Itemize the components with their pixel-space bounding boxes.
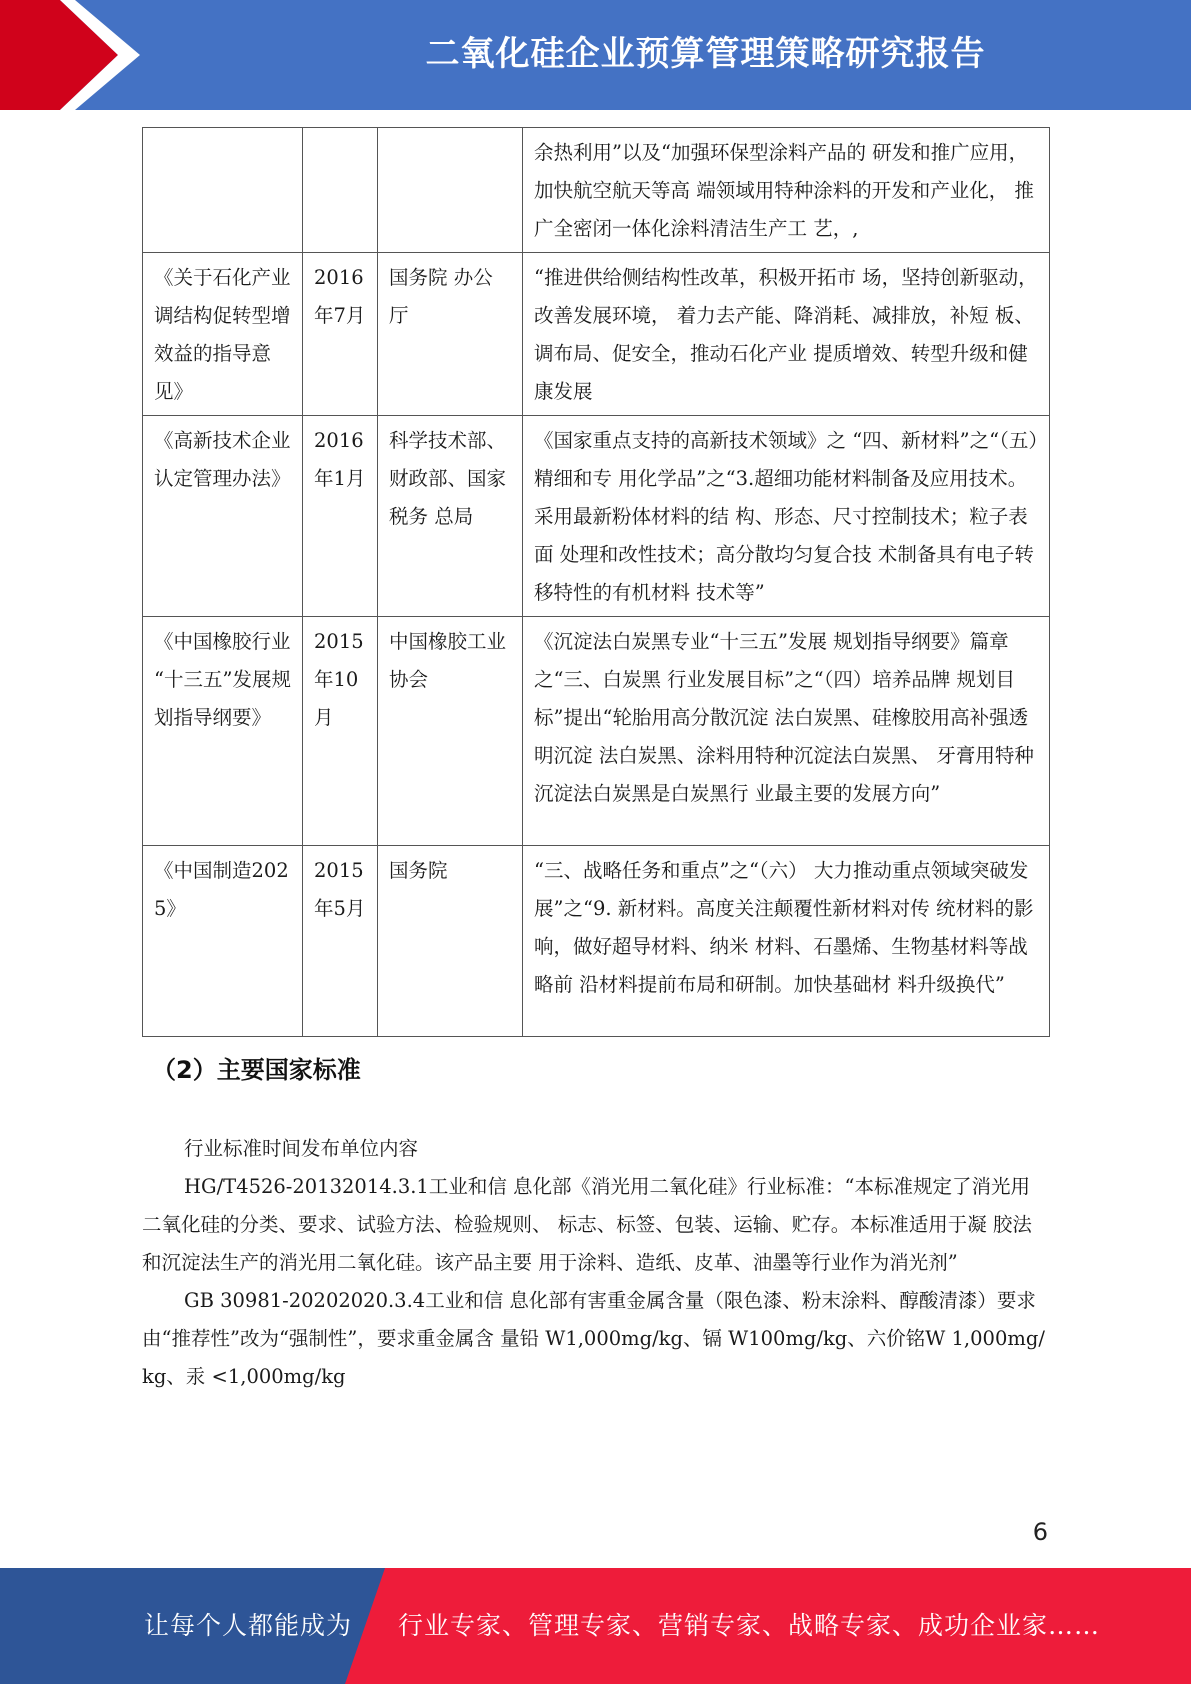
table-row bbox=[143, 416, 1050, 617]
policy-issuer-cell: 国务院 办公厅 bbox=[378, 253, 523, 416]
policy-issuer-cell: 国务院 bbox=[378, 846, 523, 1037]
policy-table bbox=[142, 127, 1050, 1037]
footer-banner bbox=[0, 1568, 1191, 1684]
standard-paragraph: GB 30981-20202020.3.4工业和信 息化部有害重金属含量（限色漆、粉末涂料、醇酸清漆）要求由“推荐性”改为“强制性”，要求重金属含 量铅 W1,000mg/kg、镉 W100mg/kg、六价铭W 1,000mg/kg、汞 <1,000mg/kg bbox=[142, 1289, 1045, 1388]
policy-issuer-cell: 科学技术部、 财政部、国家 税务 总局 bbox=[378, 416, 523, 617]
footer-slogan-right: 行业专家、管理专家、营销专家、战略专家、成功企业家…… bbox=[398, 1611, 1101, 1640]
page-number: 6 bbox=[1032, 1518, 1048, 1546]
policy-date-cell: 2015年5月 bbox=[303, 846, 378, 1037]
policy-name-cell: 《中国橡胶行业 “十三五”发展规划指导纲要》 bbox=[143, 617, 303, 846]
policy-name-cell bbox=[143, 128, 303, 253]
policy-issuer-cell: 中国橡胶工业 协会 bbox=[378, 617, 523, 846]
policy-content-cell: 余热利用”以及“加强环保型涂料产品的 研发和推广应用，加快航空航天等高 端领域用特种涂料的开发和产业化， 推广全密闭一体化涂料清洁生产工 艺，, bbox=[523, 128, 1050, 253]
policy-name-cell: 《高新技术企业 认定管理办法》 bbox=[143, 416, 303, 617]
policy-content-cell: 《沉淀法白炭黑专业“十三五”发展 规划指导纲要》篇章之“三、白炭黑 行业发展目标”之“（四）培养品牌 规划目标”提出“轮胎用高分散沉淀 法白炭黑、硅橡胶用高补强透明沉淀 法白炭黑、涂料用特种沉淀法白炭黑、 牙膏用特种沉淀法白炭黑是白炭黑行 业最主要的发展方向” bbox=[523, 617, 1050, 846]
header-banner bbox=[0, 0, 1191, 110]
policy-name-cell: 《中国制造2025》 bbox=[143, 846, 303, 1037]
table-row bbox=[143, 128, 1050, 253]
header-arrow-decoration bbox=[0, 0, 150, 110]
policy-date-cell: 2016年1月 bbox=[303, 416, 378, 617]
standards-text bbox=[142, 1130, 1047, 1396]
policy-name-cell: 《关于石化产业 调结构促转型增 效益的指导意见》 bbox=[143, 253, 303, 416]
policy-content-cell: 《国家重点支持的高新技术领域》之 “四、新材料”之“（五）精细和专 用化学品”之“3.超细功能材料制备及应用技术。采用最新粉体材料的结 构、形态、尺寸控制技术；粒子表面 处理和改性技术；高分散均匀复合技 术制备具有电子转移特性的有机材料 技术等” bbox=[523, 416, 1050, 617]
policy-date-cell bbox=[303, 128, 378, 253]
section-heading: （2）主要国家标准 bbox=[152, 1056, 361, 1084]
policy-date-cell: 2015年10月 bbox=[303, 617, 378, 846]
standard-paragraph: HG/T4526-20132014.3.1工业和信 息化部《消光用二氧化硅》行业标准：“本标准规定了消光用二氧化硅的分类、要求、试验方法、检验规则、 标志、标签、包装、运输、贮存。本标准适用于凝 胶法和沉淀法生产的消光用二氧化硅。该产品主要 用于涂料、造纸、皮革、油墨等行业作为消光剂” bbox=[142, 1175, 1032, 1274]
standards-header-line: 行业标准时间发布单位内容 bbox=[184, 1137, 419, 1160]
table-row bbox=[143, 617, 1050, 846]
table-row bbox=[143, 253, 1050, 416]
policy-issuer-cell bbox=[378, 128, 523, 253]
policy-content-cell: “推进供给侧结构性改革，积极开拓市 场，坚持创新驱动，改善发展环境， 着力去产能、降消耗、减排放，补短 板、调布局、促安全，推动石化产业 提质增效、转型升级和健康发展 bbox=[523, 253, 1050, 416]
policy-content-cell: “三、战略任务和重点”之“（六） 大力推动重点领域突破发展”之“9. 新材料。高度关注颠覆性新材料对传 统材料的影响，做好超导材料、纳米 材料、石墨烯、生物基材料等战略前 沿材料提前布局和研制。加快基础材 料升级换代” bbox=[523, 846, 1050, 1037]
table-row bbox=[143, 846, 1050, 1037]
document-title: 二氧化硅企业预算管理策略研究报告 bbox=[425, 34, 986, 74]
footer-slogan-left: 让每个人都能成为 bbox=[144, 1611, 353, 1640]
policy-date-cell: 2016年7月 bbox=[303, 253, 378, 416]
